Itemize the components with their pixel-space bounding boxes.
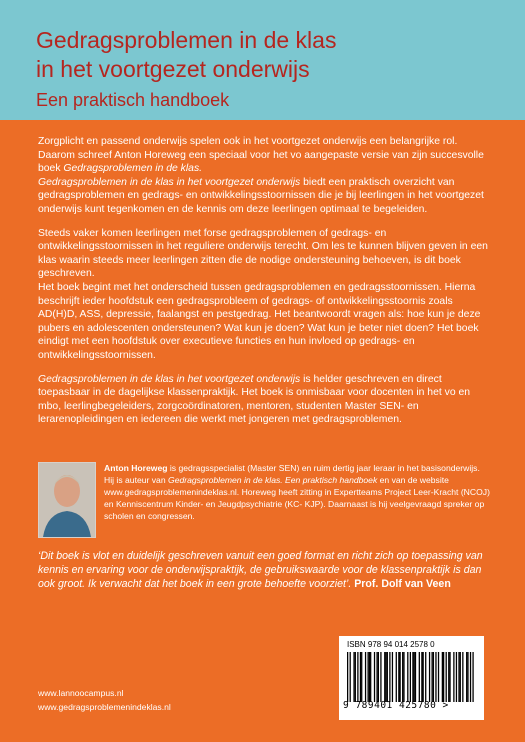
barcode-bar bbox=[376, 652, 377, 702]
barcode-bar bbox=[396, 652, 397, 702]
barcode-bar bbox=[414, 652, 415, 702]
quote-source: Prof. Dolf van Veen bbox=[351, 578, 451, 590]
author-bio bbox=[104, 462, 490, 522]
barcode-bar bbox=[398, 652, 399, 702]
blurb-paragraph-1 bbox=[38, 135, 490, 217]
barcode-bar bbox=[467, 652, 468, 702]
barcode-bar bbox=[369, 652, 370, 702]
barcode-bar bbox=[384, 652, 385, 702]
author-bio-text: is gedragsspecialist (Master SEN) en ruim dertig jaar leraar in het basisonderwijs. Hij is auteur van bbox=[104, 463, 480, 485]
barcode-bar bbox=[472, 652, 473, 702]
barcode-bar bbox=[378, 652, 379, 702]
title-line-2: in het voortgezet onderwijs bbox=[36, 56, 310, 82]
barcode-bar bbox=[357, 652, 358, 702]
barcode-bar bbox=[458, 652, 459, 702]
barcode-bar bbox=[460, 652, 461, 702]
barcode-bar bbox=[438, 652, 439, 702]
barcode-bar bbox=[347, 652, 348, 702]
barcode-bar bbox=[433, 652, 434, 702]
barcode-bar bbox=[361, 652, 362, 702]
barcode-bar bbox=[448, 652, 449, 702]
author-section bbox=[38, 462, 490, 562]
barcode-bar bbox=[425, 652, 426, 702]
barcode-bar bbox=[443, 652, 444, 702]
blurb-p1-italic: Gedragsproblemen in de klas. bbox=[63, 163, 203, 175]
barcode-bar bbox=[449, 652, 450, 702]
blurb-paragraph-3: Het boek begint met het onderscheid tussen gedragsproblemen en gedragsstoornissen. Hierna beschrijft ieder hoofdstuk een gedragsprobleem of gedrags- of ontwikkelingsstoornis zoals AD(H)D, ASS, depressie, faalangst en pestgedrag. Het beantwoordt vragen als: hoe kun je deze pubers en adolescenten ondersteunen? Wat kun je doen? Wat kun je beter niet doen? Het boek eindigt met een hoofdstuk over executieve functies en hun invloed op gedrags- en ontwikkelingsstoornissen. bbox=[38, 281, 481, 361]
title-line-1: Gedragsproblemen in de klas bbox=[36, 27, 337, 53]
barcode-bar bbox=[385, 652, 386, 702]
barcode-bar bbox=[402, 652, 403, 702]
blurb-p1-text: Zorgplicht en passend onderwijs spelen ook in het voortgezet onderwijs een belangrijke rol. Daarom schreef Anton Horeweg een speciaal voor het vo aangepaste versie van zijn succesvolle boek bbox=[38, 136, 484, 175]
book-title bbox=[36, 26, 336, 84]
barcode-bar bbox=[374, 652, 375, 702]
blurb bbox=[38, 135, 490, 437]
barcode-bar bbox=[421, 652, 422, 702]
barcode-bar bbox=[462, 652, 463, 702]
barcode-bars bbox=[347, 652, 475, 702]
barcode-bar bbox=[429, 652, 430, 702]
author-name: Anton Horeweg bbox=[104, 463, 168, 473]
barcode-bar bbox=[456, 652, 457, 702]
author-bio-text-2: en van de website www.gedragsproblemenindeklas.nl. Horeweg heeft zitting in Expertteams Project Leer-Kracht (NCOJ) en Kenniscentrum Kinder- en Jeugdpsychiatrie (KC- KJP). Daarnaast is hij veelgevraagd spreker op scholen en congressen. bbox=[104, 475, 490, 521]
barcode-bar bbox=[399, 652, 400, 702]
blurb-p1-italic-2: Gedragsproblemen in de klas in het voortgezet onderwijs bbox=[38, 176, 301, 188]
barcode-bar bbox=[446, 652, 447, 702]
review-quote bbox=[38, 549, 490, 591]
barcode-bar bbox=[442, 652, 443, 702]
blurb-p4-italic: Gedragsproblemen in de klas in het voortgezet onderwijs bbox=[38, 373, 301, 385]
barcode-bar bbox=[435, 652, 436, 702]
barcode-bar bbox=[355, 652, 356, 702]
barcode-bar bbox=[412, 652, 413, 702]
header-band bbox=[0, 0, 525, 120]
barcode-digits: 9 789401 425780 > bbox=[343, 700, 449, 711]
url-gedragsproblemen[interactable]: www.gedragsproblemenindeklas.nl bbox=[38, 702, 171, 712]
barcode-bar bbox=[367, 652, 368, 702]
barcode-bar bbox=[419, 652, 420, 702]
barcode-bar bbox=[403, 652, 404, 702]
book-subtitle: Een praktisch handboek bbox=[36, 90, 230, 110]
barcode-box bbox=[339, 636, 484, 720]
barcode-bar bbox=[350, 652, 351, 702]
author-photo bbox=[38, 462, 96, 538]
barcode-bar bbox=[415, 652, 416, 702]
barcode-bar bbox=[453, 652, 454, 702]
blurb-paragraph-4 bbox=[38, 373, 490, 427]
blurb-p1-text-2: biedt een praktisch overzicht van gedragsproblemen en gedrags- en ontwikkelingsstoornissen die je bij leerlingen in het voortgezet onderwijs kunt tegenkomen en de kennis om deze leerlingen optimaal te begeleiden. bbox=[38, 176, 484, 215]
quote-text: ‘Dit boek is vlot en duidelijk geschreven vanuit een goed format en richt zich op toepassing van kennis en ervaring voor de onderwijspraktijk, de gebruikswaarde voor de klassenpraktijk is dan ook groot. Ik verwacht dat het boek in een grote behoefte voorziet’. bbox=[38, 550, 483, 590]
website-links bbox=[38, 686, 171, 714]
barcode-bar bbox=[392, 652, 393, 702]
barcode-bar bbox=[353, 652, 354, 702]
barcode-bar bbox=[410, 652, 411, 702]
barcode-bar bbox=[389, 652, 390, 702]
barcode-bar bbox=[387, 652, 388, 702]
blurb-paragraph-2: Steeds vaker komen leerlingen met forse gedragsproblemen of gedrags- en ontwikkelingsstoornissen in het reguliere onderwijs terecht. Om les te kunnen blijven geven in een klas waarin steeds meer leerlingen zitten die de nodige ondersteuning behoeven, is dit boek geschreven. bbox=[38, 227, 488, 280]
barcode-bar bbox=[470, 652, 471, 702]
barcode-bar bbox=[370, 652, 371, 702]
barcode-bar bbox=[380, 652, 381, 702]
barcode-bar bbox=[365, 652, 366, 702]
barcode-bar bbox=[407, 652, 408, 702]
barcode-bar bbox=[431, 652, 432, 702]
blurb-p4-text: is helder geschreven en direct toepasbaar in de dagelijkse klassenpraktijk. Het boek is onmisbaar voor docenten in het vo en mbo, leerlingbegeleiders, zorgcoördinatoren, mentoren, studenten Master SEN- en lerarenopleidingen en iedereen die werkt met jongeren met gedragsproblemen. bbox=[38, 373, 471, 426]
url-lannoocampus[interactable]: www.lannoocampus.nl bbox=[38, 688, 124, 698]
author-bio-italic: Gedragsproblemen in de klas. Een praktisch handboek bbox=[168, 475, 378, 485]
barcode-bar bbox=[360, 652, 361, 702]
barcode-bar bbox=[466, 652, 467, 702]
isbn-text: ISBN 978 94 014 2578 0 bbox=[347, 640, 435, 649]
barcode-bar bbox=[423, 652, 424, 702]
